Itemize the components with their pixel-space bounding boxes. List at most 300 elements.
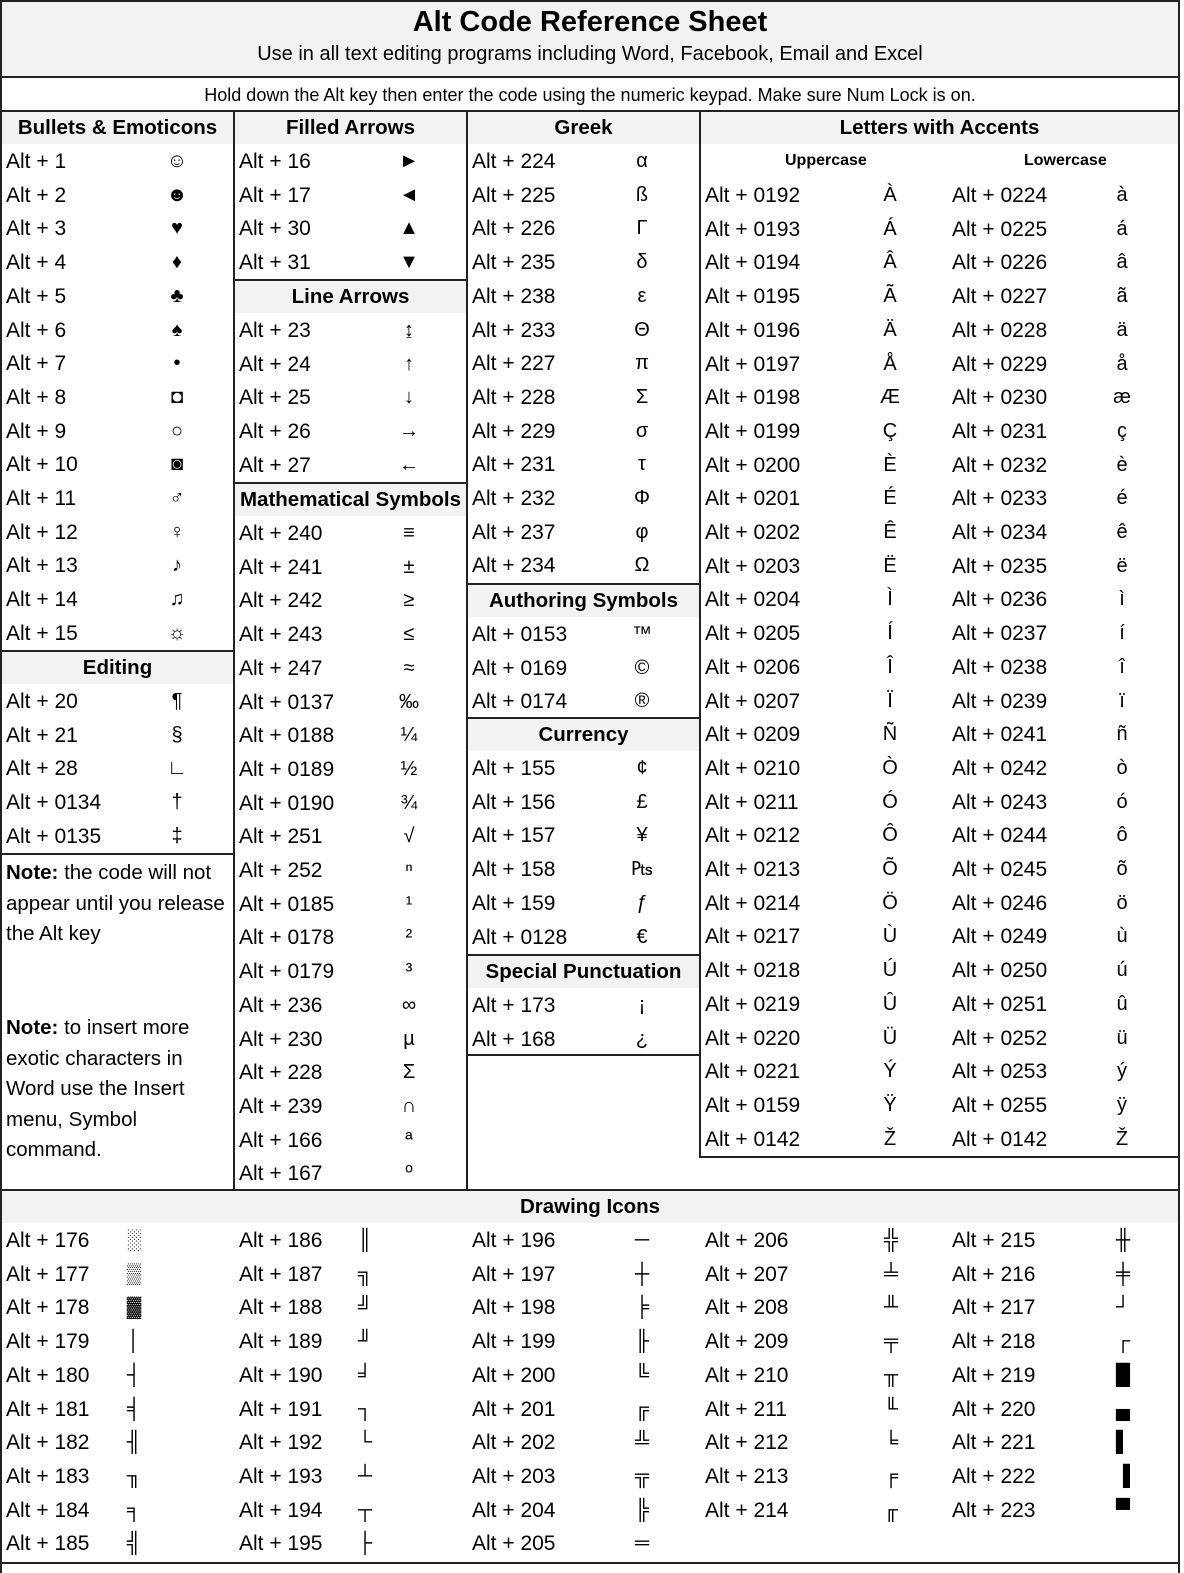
alt-code: Alt + 27 <box>239 453 311 477</box>
alt-code: Alt + 0209 <box>705 723 801 747</box>
symbol-glyph: § <box>171 723 183 746</box>
alt-code: Alt + 10 <box>6 453 78 477</box>
alt-code: Alt + 221 <box>952 1431 1036 1455</box>
symbol-glyph: ┬ <box>357 1498 373 1521</box>
alt-code: Alt + 187 <box>239 1262 323 1286</box>
symbol-glyph: Â <box>883 251 897 274</box>
filled-arrow-row <box>235 246 466 280</box>
alt-code: Alt + 14 <box>6 588 78 612</box>
alt-code: Alt + 0232 <box>952 453 1048 477</box>
symbol-glyph: ╛ <box>357 1363 373 1386</box>
alt-code: Alt + 222 <box>952 1464 1036 1488</box>
symbol-glyph: ♣ <box>170 284 184 307</box>
alt-code: Alt + 0253 <box>952 1060 1048 1084</box>
alt-code: Alt + 0195 <box>705 285 801 309</box>
greek-row <box>468 516 699 550</box>
symbol-glyph: ☼ <box>167 621 187 644</box>
alt-code: Alt + 0245 <box>952 858 1048 881</box>
line-arrow-row <box>235 314 466 348</box>
symbol-glyph: ¹ <box>405 892 413 915</box>
alt-code: Alt + 156 <box>472 790 556 814</box>
alt-code: Alt + 0236 <box>952 588 1048 612</box>
note-text: the code will not appear until you release the Alt key <box>6 861 225 945</box>
alt-code: Alt + 0214 <box>705 891 801 915</box>
alt-code: Alt + 0235 <box>952 554 1048 578</box>
drawing-row <box>235 1494 467 1528</box>
divider <box>2 1562 1178 1564</box>
symbol-glyph: ö <box>1116 891 1128 914</box>
alt-code: Alt + 0185 <box>239 892 335 916</box>
drawing-row <box>2 1494 234 1528</box>
alt-code: Alt + 0179 <box>239 960 335 984</box>
symbol-glyph: ╒ <box>883 1464 899 1487</box>
symbol-glyph: ™ <box>632 623 652 645</box>
alt-code: Alt + 166 <box>239 1128 323 1152</box>
currency-row <box>468 819 699 853</box>
greek-row <box>468 381 699 415</box>
symbol-glyph: ♂ <box>169 487 185 509</box>
symbol-glyph: Å <box>883 352 897 375</box>
alt-code: Alt + 0241 <box>952 723 1048 747</box>
drawing-row <box>468 1258 700 1292</box>
symbol-glyph: é <box>1116 487 1128 510</box>
alt-code: Alt + 12 <box>6 520 78 544</box>
symbol-glyph: ╕ <box>126 1498 142 1521</box>
alt-code: Alt + 193 <box>239 1464 323 1488</box>
symbol-glyph: ñ <box>1116 723 1128 746</box>
accent-row <box>701 1089 1178 1123</box>
alt-code: Alt + 195 <box>239 1532 323 1556</box>
drawing-row <box>2 1325 234 1359</box>
alt-code: Alt + 226 <box>472 217 556 241</box>
symbol-glyph: ╜ <box>357 1330 373 1353</box>
math-row <box>235 1090 466 1124</box>
alt-code: Alt + 0225 <box>952 217 1048 241</box>
symbol-glyph: │ <box>127 1330 141 1353</box>
alt-code: Alt + 192 <box>239 1431 323 1455</box>
alt-code: Alt + 194 <box>239 1498 323 1522</box>
symbol-glyph: ê <box>1116 521 1128 543</box>
filled-arrow-row <box>235 145 466 179</box>
math-row <box>235 652 466 686</box>
symbol-glyph: ↨ <box>404 319 414 341</box>
editing-row <box>2 820 233 854</box>
symbol-glyph: À <box>883 184 897 206</box>
symbol-glyph: ╞ <box>634 1296 650 1319</box>
symbol-glyph: ☻ <box>166 183 188 206</box>
drawing-row <box>2 1359 234 1393</box>
alt-code: Alt + 0211 <box>705 790 799 814</box>
alt-code: Alt + 220 <box>952 1397 1036 1421</box>
symbol-glyph: ╔ <box>634 1397 650 1420</box>
punct-row <box>468 1023 699 1057</box>
symbol-glyph: Ã <box>883 285 897 308</box>
authoring-row <box>468 685 699 719</box>
drawing-row <box>2 1258 234 1292</box>
accent-row <box>701 348 1178 382</box>
symbol-glyph: © <box>634 656 650 679</box>
bullets-row <box>2 516 233 550</box>
alt-code: Alt + 243 <box>239 623 323 647</box>
alt-code: Alt + 24 <box>239 352 311 376</box>
math-row <box>235 888 466 922</box>
drawing-row <box>2 1527 234 1561</box>
line-arrow-row <box>235 449 466 483</box>
alt-code: Alt + 3 <box>6 217 67 241</box>
symbol-glyph: Î <box>887 655 893 678</box>
symbol-glyph: ▓ <box>126 1296 142 1319</box>
symbol-glyph: ó <box>1116 790 1128 813</box>
alt-code: Alt + 227 <box>472 352 556 376</box>
alt-code: Alt + 11 <box>6 487 77 510</box>
alt-code: Alt + 6 <box>6 318 67 342</box>
alt-code: Alt + 23 <box>239 319 311 342</box>
alt-code: Alt + 0238 <box>952 655 1048 679</box>
note-label: Note: <box>6 861 59 884</box>
drawing-row <box>235 1291 467 1325</box>
accent-row <box>701 449 1178 483</box>
alt-code: Alt + 7 <box>6 352 67 376</box>
symbol-glyph: ï <box>1119 689 1125 712</box>
symbol-glyph: ⁿ <box>405 859 413 881</box>
alt-code: Alt + 179 <box>6 1330 90 1354</box>
alt-code: Alt + 0200 <box>705 453 801 477</box>
accent-row <box>701 718 1178 752</box>
symbol-glyph: ▀ <box>1115 1498 1131 1521</box>
note-text: to insert more exotic characters in Word use the Insert menu, Symbol command. <box>6 1016 190 1161</box>
symbol-glyph: ▌ <box>1115 1431 1131 1454</box>
symbol-glyph: ³ <box>405 960 413 983</box>
section-title-greek: Greek <box>468 112 699 144</box>
alt-code: Alt + 167 <box>239 1162 323 1186</box>
symbol-glyph: ◙ <box>170 453 184 476</box>
alt-code: Alt + 231 <box>472 453 556 477</box>
section-title-currency: Currency <box>468 719 699 751</box>
symbol-glyph: ─ <box>634 1229 650 1251</box>
symbol-glyph: ╡ <box>126 1397 142 1420</box>
symbol-glyph: ² <box>405 926 413 949</box>
symbol-glyph: ○ <box>170 419 184 442</box>
symbol-glyph: ╚ <box>634 1363 650 1386</box>
symbol-glyph: Ì <box>887 588 893 611</box>
symbol-glyph: ½ <box>400 757 418 780</box>
section-title-bullets: Bullets & Emoticons <box>2 112 233 144</box>
authoring-row <box>468 652 699 686</box>
symbol-glyph: ╧ <box>883 1262 899 1285</box>
alt-code: Alt + 0205 <box>705 622 801 646</box>
symbol-glyph: ╖ <box>126 1464 142 1487</box>
symbol-glyph: Æ <box>880 386 900 409</box>
alt-code: Alt + 190 <box>239 1363 323 1387</box>
math-row <box>235 787 466 821</box>
uppercase-label: Uppercase <box>785 152 867 169</box>
accent-row <box>701 314 1178 348</box>
page-title: Alt Code Reference Sheet <box>412 6 768 38</box>
alt-code: Alt + 0249 <box>952 925 1048 949</box>
math-row <box>235 551 466 585</box>
symbol-glyph: Ž <box>1115 1127 1129 1150</box>
alt-code: Alt + 0202 <box>705 521 801 544</box>
alt-code: Alt + 183 <box>6 1464 90 1488</box>
symbol-glyph: ú <box>1116 959 1128 982</box>
symbol-glyph: Ö <box>882 891 898 914</box>
alt-code: Alt + 168 <box>472 1027 556 1051</box>
symbol-glyph: ╫ <box>1115 1229 1131 1251</box>
currency-row <box>468 752 699 786</box>
symbol-glyph: Ω <box>634 554 650 577</box>
symbol-glyph: ↓ <box>404 386 414 409</box>
alt-code: Alt + 185 <box>6 1532 90 1556</box>
alt-code: Alt + 0231 <box>952 419 1048 443</box>
symbol-glyph: µ <box>403 1027 415 1050</box>
section-title-math: Mathematical Symbols <box>235 484 466 516</box>
symbol-glyph: ü <box>1116 1026 1128 1049</box>
drawing-row <box>948 1393 1180 1427</box>
symbol-glyph: ▒ <box>126 1262 142 1285</box>
symbol-glyph: õ <box>1116 858 1128 880</box>
symbol-glyph: Γ <box>636 217 648 240</box>
symbol-glyph: █ <box>1115 1363 1131 1386</box>
drawing-row <box>235 1258 467 1292</box>
symbol-glyph: ╦ <box>634 1464 650 1487</box>
symbol-glyph: ╟ <box>634 1330 650 1353</box>
alt-code: Alt + 0230 <box>952 386 1048 410</box>
alt-code: Alt + 26 <box>239 420 311 444</box>
math-row <box>235 820 466 854</box>
symbol-glyph: ┘ <box>1115 1296 1131 1319</box>
symbol-glyph: ♥ <box>171 217 183 240</box>
greek-row <box>468 482 699 516</box>
math-row <box>235 854 466 888</box>
symbol-glyph: ä <box>1116 318 1128 341</box>
divider <box>468 1054 699 1056</box>
drawing-row <box>468 1224 700 1258</box>
accent-row <box>701 853 1178 887</box>
alt-code: Alt + 25 <box>239 386 311 410</box>
alt-code: Alt + 0219 <box>705 992 801 1016</box>
symbol-glyph: ╣ <box>126 1532 142 1555</box>
alt-code: Alt + 0246 <box>952 891 1048 915</box>
alt-code: Alt + 188 <box>239 1296 323 1320</box>
alt-code: Alt + 235 <box>472 251 556 275</box>
math-row <box>235 1157 466 1191</box>
drawing-row <box>948 1325 1180 1359</box>
symbol-glyph: ª <box>405 1128 413 1151</box>
accent-row <box>701 1123 1178 1157</box>
alt-code: Alt + 191 <box>239 1397 323 1421</box>
symbol-glyph: ├ <box>357 1532 373 1555</box>
editing-row <box>2 685 233 719</box>
alt-code: Alt + 0198 <box>705 386 801 410</box>
symbol-glyph: â <box>1116 251 1128 274</box>
alt-code: Alt + 0142 <box>952 1127 1048 1151</box>
alt-code: Alt + 212 <box>705 1431 789 1455</box>
symbol-glyph: ƒ <box>636 891 648 914</box>
bullets-row <box>2 448 233 482</box>
greek-row <box>468 549 699 583</box>
symbol-glyph: σ <box>635 419 649 442</box>
symbol-glyph: τ <box>638 453 646 476</box>
symbol-glyph: † <box>171 791 183 814</box>
symbol-glyph: û <box>1116 992 1128 1015</box>
alt-code: Alt + 234 <box>472 554 556 578</box>
line-arrow-row <box>235 415 466 449</box>
bullets-row <box>2 314 233 348</box>
alt-code: Alt + 0252 <box>952 1026 1048 1050</box>
symbol-glyph: ® <box>634 690 650 713</box>
alt-code: Alt + 228 <box>472 385 556 409</box>
accent-row <box>701 550 1178 584</box>
symbol-glyph: • <box>173 352 181 375</box>
symbol-glyph: ╘ <box>883 1431 899 1454</box>
alt-code: Alt + 180 <box>6 1363 90 1387</box>
drawing-row <box>235 1527 467 1561</box>
alt-code: Alt + 216 <box>952 1262 1036 1286</box>
symbol-glyph: £ <box>636 790 648 813</box>
symbol-glyph: Ú <box>882 959 898 982</box>
symbol-glyph: É <box>883 487 897 510</box>
line-arrow-row <box>235 348 466 382</box>
alt-code: Alt + 236 <box>239 993 323 1017</box>
alt-code: Alt + 202 <box>472 1431 556 1455</box>
symbol-glyph: ÿ <box>1117 1093 1127 1116</box>
alt-code: Alt + 158 <box>472 858 556 882</box>
drawing-row <box>2 1393 234 1427</box>
symbol-glyph: Û <box>882 992 898 1015</box>
alt-code: Alt + 0227 <box>952 285 1048 309</box>
section-title-line-arrows: Line Arrows <box>235 281 466 313</box>
accent-row <box>701 786 1178 820</box>
alt-code: Alt + 0250 <box>952 959 1048 983</box>
alt-code: Alt + 211 <box>705 1397 787 1421</box>
symbol-glyph: └ <box>357 1431 373 1454</box>
symbol-glyph: ♠ <box>171 318 183 341</box>
divider <box>701 1156 1178 1158</box>
page-subtitle: Use in all text editing programs including Word, Facebook, Email and Excel <box>257 43 923 65</box>
symbol-glyph: Σ <box>402 1061 416 1084</box>
symbol-glyph: ┤ <box>126 1363 142 1386</box>
alt-code: Alt + 206 <box>705 1229 789 1252</box>
symbol-glyph: º <box>405 1162 413 1185</box>
symbol-glyph: ╓ <box>883 1498 899 1521</box>
symbol-glyph: Θ <box>634 318 650 341</box>
drawing-row <box>2 1460 234 1494</box>
symbol-glyph: Ÿ <box>883 1093 897 1116</box>
symbol-glyph: ß <box>635 183 649 206</box>
accent-row <box>701 280 1178 314</box>
symbol-glyph: ═ <box>634 1532 650 1555</box>
drawing-row <box>701 1494 933 1528</box>
alt-code: Alt + 16 <box>239 150 311 173</box>
symbol-glyph: ò <box>1116 756 1128 779</box>
symbol-glyph: ┼ <box>634 1262 650 1285</box>
symbol-glyph: ↑ <box>404 352 414 375</box>
greek-row <box>468 280 699 314</box>
symbol-glyph: Ê <box>883 521 897 543</box>
symbol-glyph: È <box>883 453 897 476</box>
alt-code: Alt + 210 <box>705 1363 789 1387</box>
alt-code: Alt + 178 <box>6 1296 90 1320</box>
symbol-glyph: ╩ <box>634 1431 650 1454</box>
drawing-row <box>2 1291 234 1325</box>
symbol-glyph: ┐ <box>357 1397 373 1420</box>
symbol-glyph: ╠ <box>634 1498 650 1521</box>
bullets-row <box>2 246 233 280</box>
alt-code: Alt + 186 <box>239 1229 323 1252</box>
alt-code: Alt + 0197 <box>705 352 801 376</box>
currency-row <box>468 887 699 921</box>
math-row <box>235 618 466 652</box>
alt-code: Alt + 242 <box>239 589 323 613</box>
symbol-glyph: ç <box>1117 419 1127 442</box>
alt-code: Alt + 0210 <box>705 756 801 780</box>
alt-code: Alt + 251 <box>239 825 323 849</box>
symbol-glyph: ► <box>399 150 419 172</box>
greek-row <box>468 347 699 381</box>
alt-code: Alt + 219 <box>952 1363 1036 1387</box>
accent-row <box>701 516 1178 550</box>
accent-row <box>701 752 1178 786</box>
alt-code: Alt + 181 <box>6 1397 90 1421</box>
drawing-row <box>701 1291 933 1325</box>
alt-code: Alt + 0233 <box>952 487 1048 511</box>
alt-code: Alt + 189 <box>239 1330 323 1354</box>
alt-code: Alt + 173 <box>472 994 556 1017</box>
alt-code: Alt + 0207 <box>705 689 801 713</box>
drawing-row <box>701 1426 933 1460</box>
symbol-glyph: Ï <box>887 689 893 712</box>
alt-code: Alt + 0169 <box>472 656 568 680</box>
alt-code: Alt + 17 <box>239 183 311 207</box>
symbol-glyph: Ò <box>882 756 898 779</box>
alt-code: Alt + 209 <box>705 1330 789 1354</box>
symbol-glyph: → <box>399 420 419 443</box>
drawing-row <box>2 1224 234 1258</box>
alt-code: Alt + 0213 <box>705 858 801 881</box>
alt-code: Alt + 0193 <box>705 217 801 241</box>
symbol-glyph: ∩ <box>401 1094 417 1117</box>
alt-code: Alt + 203 <box>472 1464 556 1488</box>
drawing-row <box>235 1224 467 1258</box>
drawing-row <box>468 1527 700 1561</box>
lowercase-label: Lowercase <box>1024 152 1107 169</box>
alt-code: Alt + 13 <box>6 554 78 578</box>
alt-code: Alt + 232 <box>472 487 556 510</box>
accent-row <box>701 381 1178 415</box>
bullets-row <box>2 381 233 415</box>
symbol-glyph: Ô <box>882 824 898 847</box>
editing-row <box>2 752 233 786</box>
alt-code: Alt + 0239 <box>952 689 1048 713</box>
alt-code: Alt + 0188 <box>239 724 335 748</box>
drawing-row <box>701 1325 933 1359</box>
symbol-glyph: ← <box>399 453 419 476</box>
accent-row <box>701 583 1178 617</box>
symbol-glyph: ▄ <box>1115 1397 1131 1420</box>
greek-row <box>468 212 699 246</box>
alt-code: Alt + 0244 <box>952 824 1048 848</box>
symbol-glyph: π <box>635 352 649 375</box>
alt-code: Alt + 30 <box>239 217 311 241</box>
symbol-glyph: ‡ <box>171 824 183 847</box>
alt-code: Alt + 0242 <box>952 756 1048 780</box>
alt-code: Alt + 20 <box>6 690 78 713</box>
symbol-glyph: ╬ <box>883 1229 899 1251</box>
alt-code: Alt + 0190 <box>239 791 335 815</box>
alt-code: Alt + 247 <box>239 656 323 680</box>
symbol-glyph: ▲ <box>399 217 419 240</box>
alt-code: Alt + 225 <box>472 183 556 207</box>
